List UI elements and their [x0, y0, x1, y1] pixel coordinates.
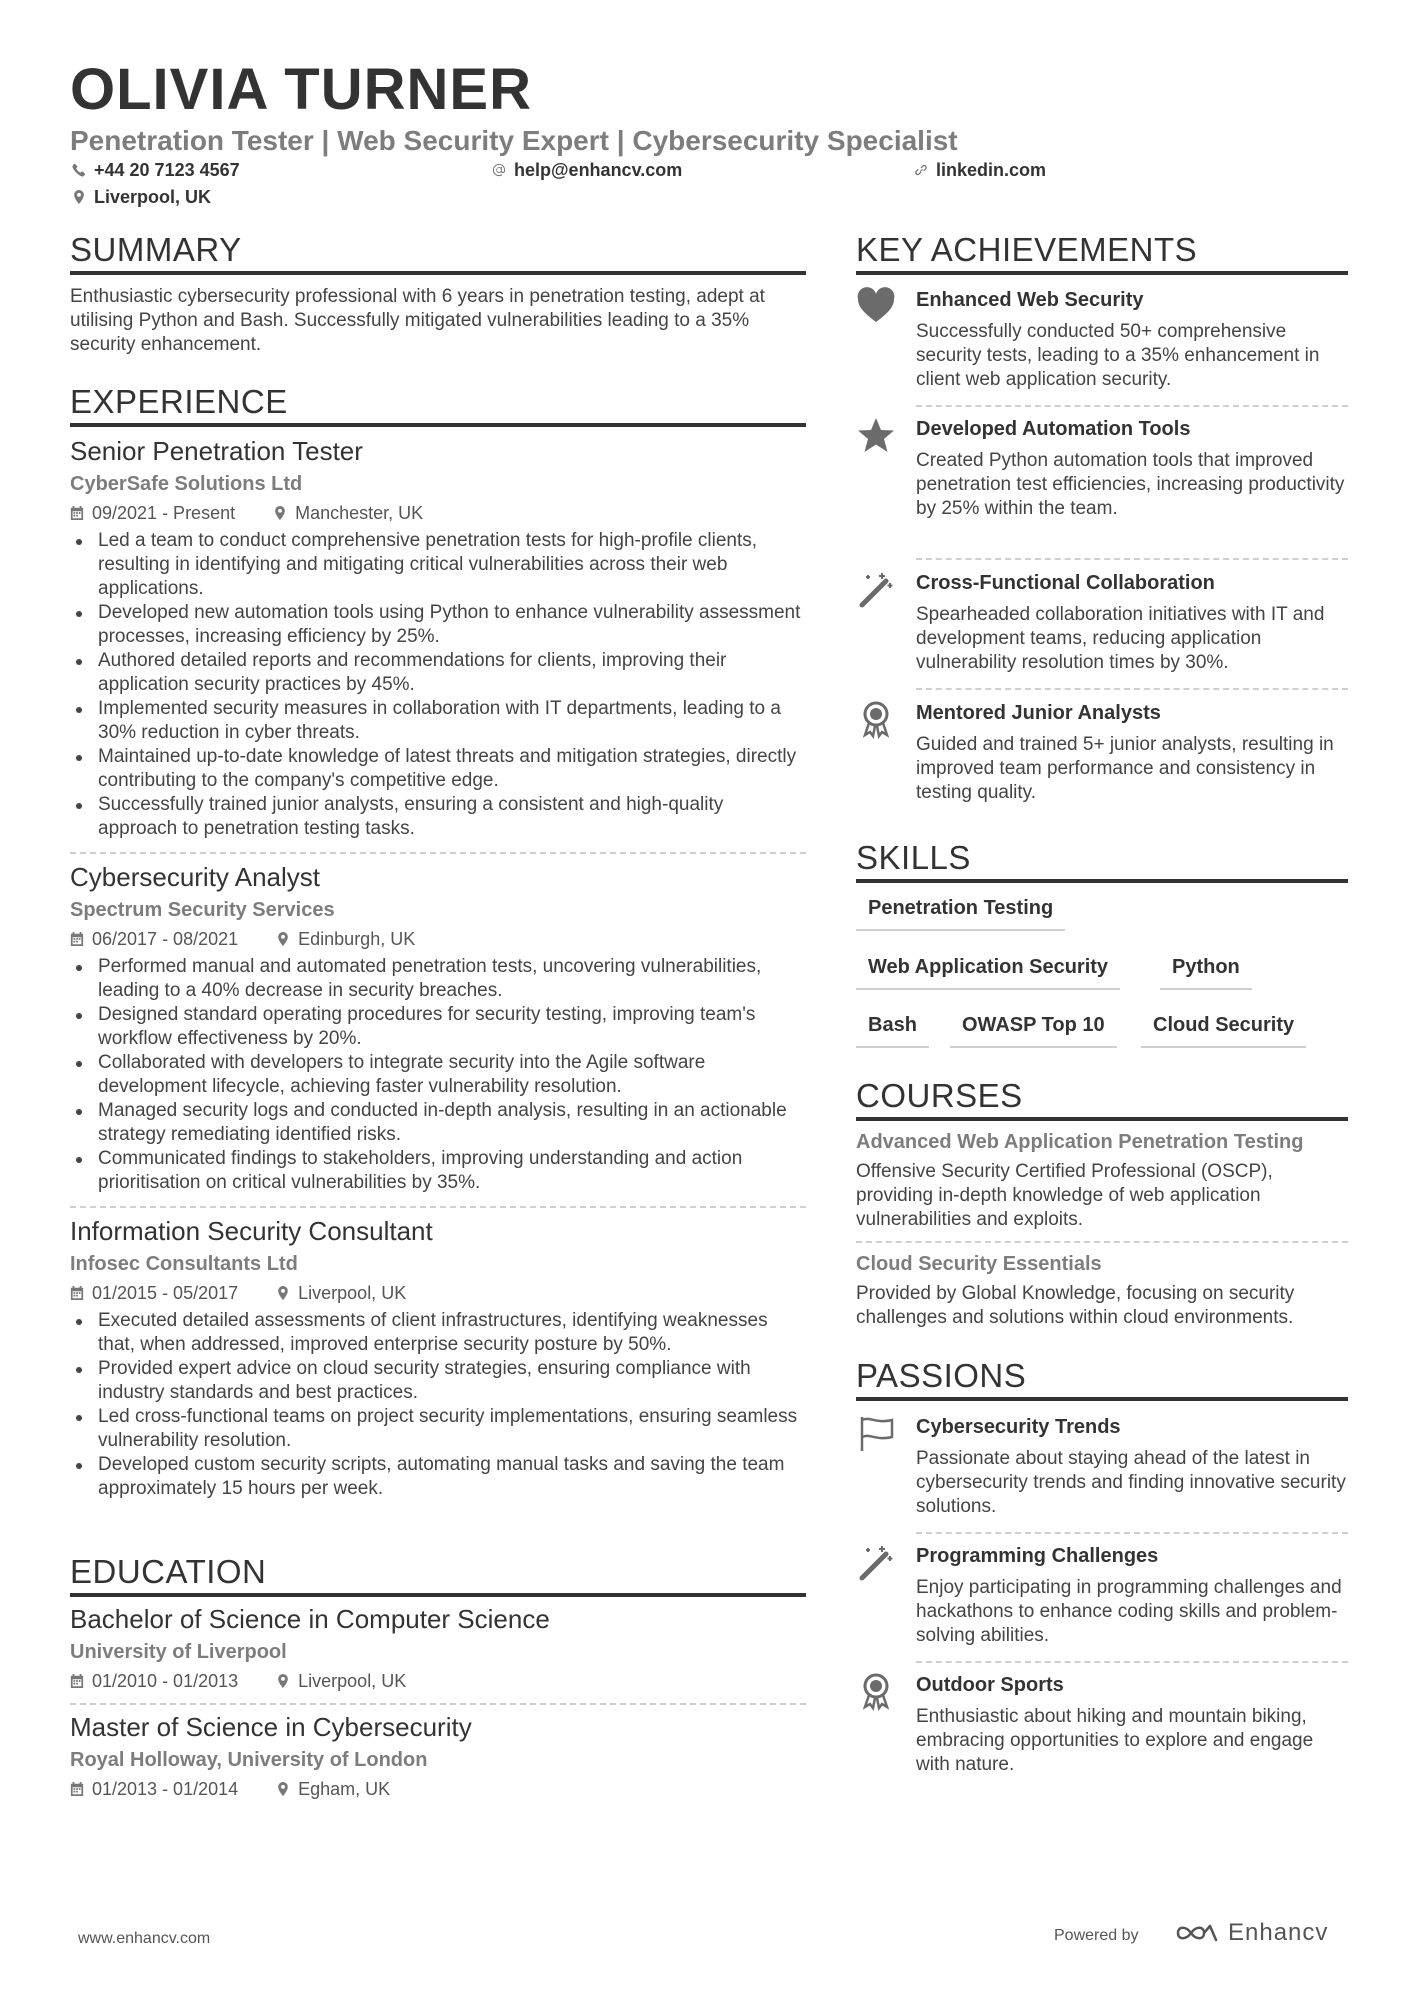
bullet: Collaborated with developers to integrate security into the Agile software development lifecycle, achieving faster vulnerability resolution. — [70, 1051, 806, 1099]
passion-text: Passionate about staying ahead of the latest in cybersecurity trends and finding innovative security solutions. — [916, 1448, 1346, 1517]
job-location: Liverpool, UK — [298, 1283, 407, 1303]
job-meta — [70, 501, 806, 525]
company-name: CyberSafe Solutions Ltd — [70, 473, 303, 495]
skills-heading: SKILLS — [856, 839, 971, 876]
course-title: Advanced Web Application Penetration Testing — [856, 1131, 1304, 1153]
contact-email[interactable] — [492, 159, 682, 181]
achievements-rule — [856, 271, 1348, 275]
education-location: Liverpool, UK — [298, 1671, 407, 1691]
achievement-title: Enhanced Web Security — [916, 289, 1144, 311]
passion-text: Enthusiastic about hiking and mountain biking, embracing opportunities to explore and engage with nature. — [916, 1706, 1314, 1775]
bullet: Provided expert advice on cloud security strategies, ensuring compliance with industry standards and best practices. — [70, 1357, 806, 1405]
achievement-text: Guided and trained 5+ junior analysts, resulting in improved team performance and consistency in testing quality. — [916, 734, 1334, 803]
passion-item — [856, 1542, 1348, 1652]
bullet: Developed custom security scripts, automating manual tasks and saving the team approximately 15 hours per week. — [70, 1453, 806, 1501]
achievement-item — [856, 699, 1348, 809]
passion-title: Programming Challenges — [916, 1545, 1159, 1567]
achievement-item — [856, 415, 1348, 555]
bullet: Designed standard operating procedures for security testing, improving team's workflow effectiveness by 20%. — [70, 1003, 806, 1051]
divider — [916, 1532, 1348, 1534]
job-title: Senior Penetration Tester — [70, 436, 363, 466]
phone-text: +44 20 7123 4567 — [94, 160, 240, 180]
location-pin-icon — [276, 1782, 290, 1796]
course-text: Offensive Security Certified Professional (OSCP), providing in-depth knowledge of web application vulnerabilities and exploits. — [856, 1161, 1273, 1230]
summary-text: Enthusiastic cybersecurity professional with 6 years in penetration testing, adept at utilising Python and Bash. Successfully mitigated vulnerabilities leading to a 35% security enhancement. — [70, 286, 765, 355]
degree-title: Bachelor of Science in Computer Science — [70, 1604, 550, 1634]
job-dates: 09/2021 - Present — [92, 503, 236, 523]
location-pin-icon — [276, 1674, 290, 1688]
magic-wand-icon — [856, 1542, 896, 1582]
divider — [916, 688, 1348, 690]
contact-phone — [72, 159, 240, 181]
education-item — [70, 1711, 806, 1801]
experience-rule — [70, 423, 806, 427]
bullet: Communicated findings to stakeholders, improving understanding and action prioritisation on critical vulnerabilities by 35%. — [70, 1147, 806, 1195]
achievement-text: Successfully conducted 50+ comprehensive security tests, leading to a 35% enhancement in client web application security. — [916, 321, 1320, 390]
experience-item — [70, 861, 806, 1195]
heart-icon — [856, 286, 896, 326]
passion-text: Enjoy participating in programming challenges and hackathons to enhance coding skills and problem-solving abilities. — [916, 1577, 1342, 1646]
bullet: Developed new automation tools using Python to enhance vulnerability assessment processes, increasing efficiency by 25%. — [70, 601, 806, 649]
calendar-icon — [70, 506, 84, 520]
experience-item — [70, 1215, 806, 1501]
location-text: Liverpool, UK — [94, 187, 212, 207]
enhancv-brand: Enhancv — [1228, 1919, 1329, 1946]
bullet: Implemented security measures in collaboration with IT departments, leading to a 30% reduction in cyber threats. — [70, 697, 806, 745]
contact-location — [72, 186, 211, 208]
footer-website[interactable]: www.enhancv.com — [78, 1930, 211, 1947]
achievement-title: Cross-Functional Collaboration — [916, 572, 1215, 594]
education-dates: 01/2010 - 01/2013 — [92, 1671, 239, 1691]
flag-icon — [856, 1413, 896, 1453]
job-bullets — [70, 529, 806, 841]
job-dates: 06/2017 - 08/2021 — [92, 929, 239, 949]
summary-rule — [70, 271, 806, 275]
experience-item — [70, 435, 806, 841]
course-title: Cloud Security Essentials — [856, 1253, 1102, 1275]
education-dates: 01/2013 - 01/2014 — [92, 1779, 239, 1799]
calendar-icon — [70, 1782, 84, 1796]
skill-tag: OWASP Top 10 — [950, 1012, 1117, 1048]
passion-title: Cybersecurity Trends — [916, 1416, 1121, 1438]
link-icon — [914, 163, 928, 177]
skill-tag: Penetration Testing — [856, 895, 1065, 931]
course-text: Provided by Global Knowledge, focusing on security challenges and solutions within cloud environments. — [856, 1283, 1295, 1328]
education-rule — [70, 1593, 806, 1597]
passions-heading: PASSIONS — [856, 1357, 1027, 1394]
passion-title: Outdoor Sports — [916, 1674, 1064, 1696]
degree-title: Master of Science in Cybersecurity — [70, 1712, 472, 1742]
divider — [70, 1703, 806, 1705]
education-heading: EDUCATION — [70, 1553, 267, 1590]
bullet: Led cross-functional teams on project security implementations, ensuring seamless vulnerability resolution. — [70, 1405, 806, 1453]
candidate-headline: Penetration Tester | Web Security Expert | Cybersecurity Specialist — [70, 125, 958, 156]
company-name: Spectrum Security Services — [70, 899, 335, 921]
job-title: Cybersecurity Analyst — [70, 862, 320, 892]
skill-tag: Web Application Security — [856, 954, 1120, 990]
bullet: Performed manual and automated penetration tests, uncovering vulnerabilities, leading to a 40% decrease in security breaches. — [70, 955, 806, 1003]
bullet: Authored detailed reports and recommendations for clients, improving their application security practices by 45%. — [70, 649, 806, 697]
experience-heading: EXPERIENCE — [70, 383, 288, 420]
divider — [70, 1206, 806, 1208]
location-pin-icon — [276, 932, 290, 946]
calendar-icon — [70, 932, 84, 946]
courses-heading: COURSES — [856, 1077, 1023, 1114]
candidate-name: OLIVIA TURNER — [70, 57, 532, 122]
calendar-icon — [70, 1674, 84, 1688]
location-pin-icon — [276, 1286, 290, 1300]
education-item — [70, 1603, 806, 1693]
enhancv-logo[interactable] — [1174, 1919, 1328, 1947]
passions-rule — [856, 1397, 1348, 1401]
phone-icon — [72, 163, 86, 177]
bullet: Managed security logs and conducted in-depth analysis, resulting in an actionable strategy remediating identified risks. — [70, 1099, 806, 1147]
job-dates: 01/2015 - 05/2017 — [92, 1283, 239, 1303]
job-bullets — [70, 955, 806, 1195]
achievement-text: Created Python automation tools that improved penetration test efficiencies, increasing productivity by 25% within the team. — [916, 450, 1345, 519]
achievements-heading: KEY ACHIEVEMENTS — [856, 231, 1198, 268]
school-name: University of Liverpool — [70, 1641, 287, 1663]
achievement-item — [856, 286, 1348, 396]
at-icon — [492, 163, 506, 177]
footer-powered-by: Powered by — [1054, 1927, 1139, 1944]
bullet: Successfully trained junior analysts, ensuring a consistent and high-quality approach to penetration testing tasks. — [70, 793, 806, 841]
skill-tag: Python — [1160, 954, 1252, 990]
education-meta — [70, 1777, 806, 1801]
education-meta — [70, 1669, 806, 1693]
job-location: Manchester, UK — [295, 503, 424, 523]
magic-wand-icon — [856, 569, 896, 609]
job-title: Information Security Consultant — [70, 1216, 433, 1246]
bullet: Executed detailed assessments of client infrastructures, identifying weaknesses that, when addressed, improved enterprise security posture by 50%. — [70, 1309, 806, 1357]
job-meta — [70, 927, 806, 951]
achievement-title: Mentored Junior Analysts — [916, 702, 1161, 724]
skill-tag: Cloud Security — [1141, 1012, 1306, 1048]
skill-tag: Bash — [856, 1012, 929, 1048]
divider — [916, 405, 1348, 407]
divider — [916, 1661, 1348, 1663]
job-meta — [70, 1281, 806, 1305]
divider — [70, 852, 806, 854]
education-location: Egham, UK — [298, 1779, 391, 1799]
location-pin-icon — [72, 190, 86, 204]
achievement-item — [856, 569, 1348, 679]
job-bullets — [70, 1309, 806, 1501]
email-text: help@enhancv.com — [514, 160, 683, 180]
location-pin-icon — [273, 506, 287, 520]
company-name: Infosec Consultants Ltd — [70, 1253, 298, 1275]
passion-item — [856, 1671, 1348, 1781]
achievement-text: Spearheaded collaboration initiatives with IT and development teams, reducing application vulnerability resolution times by 30%. — [916, 604, 1325, 673]
job-location: Edinburgh, UK — [298, 929, 416, 949]
contact-linkedin[interactable] — [914, 159, 1046, 181]
passion-item — [856, 1413, 1348, 1523]
summary-heading: SUMMARY — [70, 231, 242, 268]
star-icon — [856, 415, 896, 455]
award-icon — [856, 1671, 896, 1711]
calendar-icon — [70, 1286, 84, 1300]
divider — [916, 558, 1348, 560]
linkedin-text: linkedin.com — [936, 160, 1047, 180]
courses-rule — [856, 1117, 1348, 1121]
skills-rule — [856, 879, 1348, 883]
bullet: Led a team to conduct comprehensive penetration tests for high-profile clients, resulting in identifying and mitigating critical vulnerabilities across their web applications. — [70, 529, 806, 601]
divider — [856, 1241, 1348, 1243]
school-name: Royal Holloway, University of London — [70, 1749, 428, 1771]
bullet: Maintained up-to-date knowledge of latest threats and mitigation strategies, directly contributing to the company's competitive edge. — [70, 745, 806, 793]
enhancv-logo-icon — [1174, 1920, 1220, 1946]
achievement-title: Developed Automation Tools — [916, 418, 1191, 440]
award-icon — [856, 699, 896, 739]
